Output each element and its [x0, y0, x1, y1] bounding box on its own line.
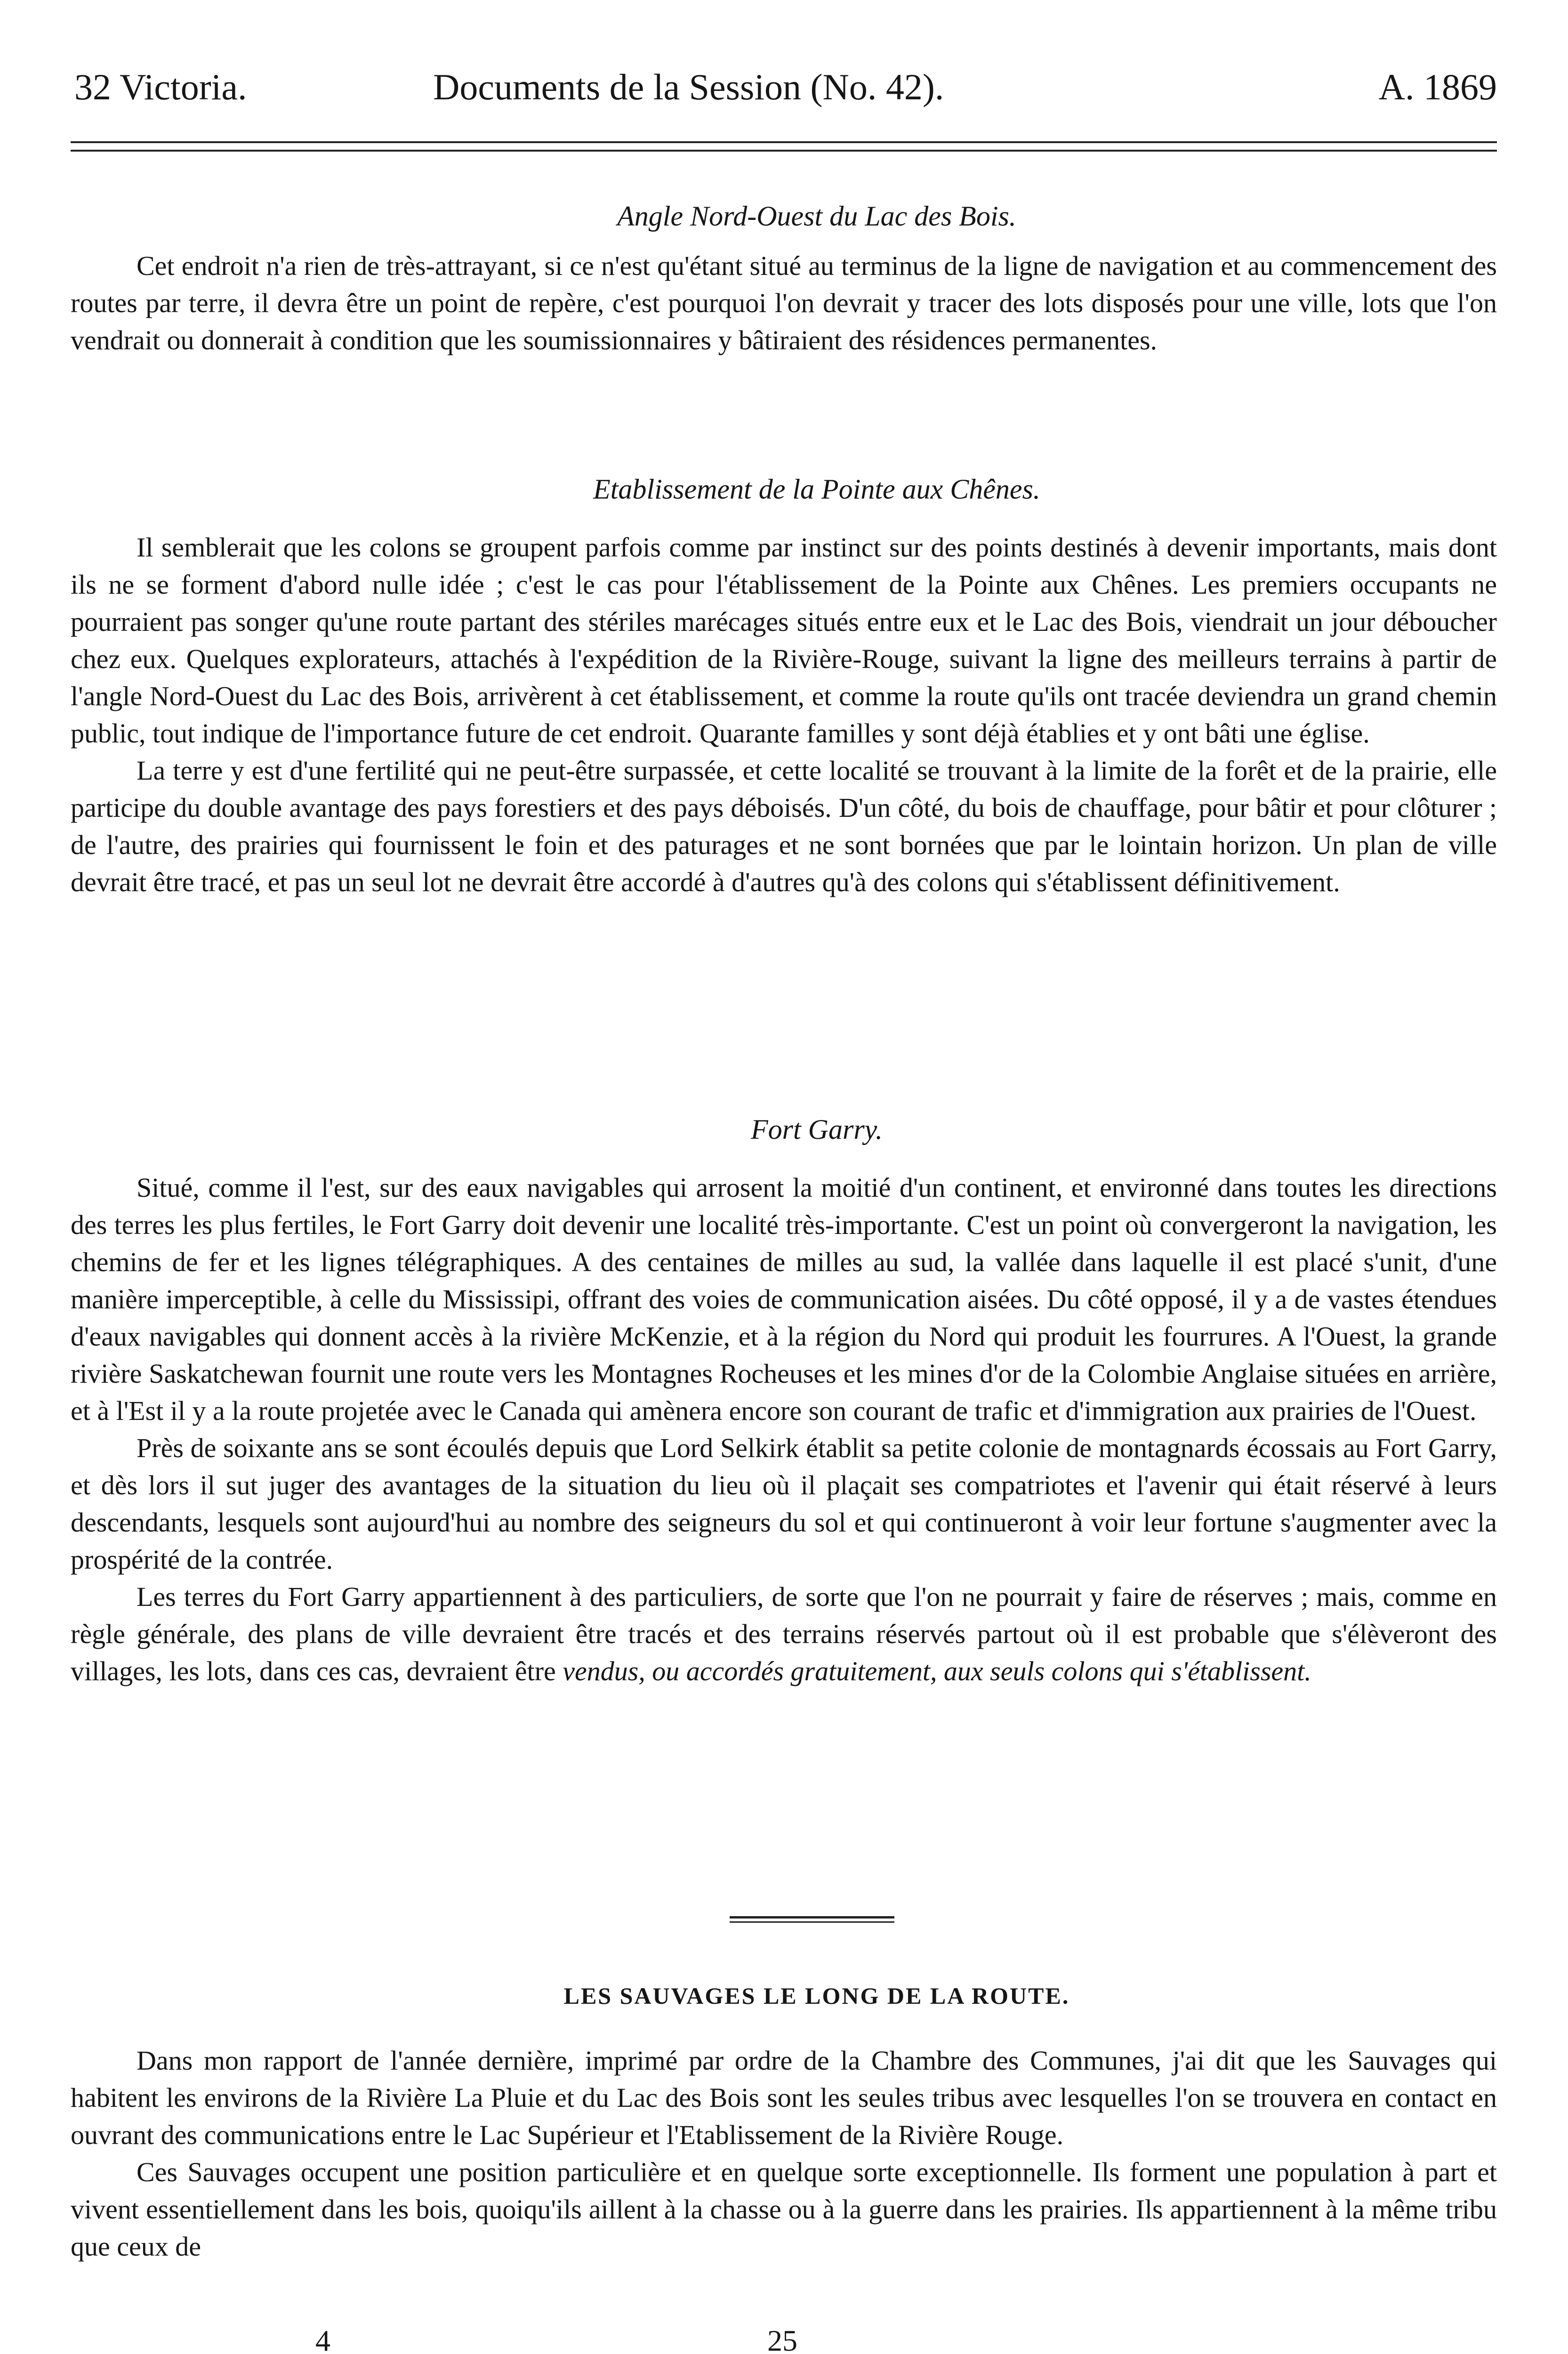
header-double-rule [71, 141, 1497, 152]
paragraph: Situé, comme il l'est, sur des eaux navigables qui arrosent la moitié d'un continent, et environné dans toutes les directions des terres les plus fertiles, le Fort Garry doit devenir une localité très-importante. C'est un point où convergeront la navigation, les chemins de fer et les lignes télégraphiques. A des centaines de milles au sud, la vallée dans laquelle il est placé s'unit, d'une manière imperceptible, à celle du Mississipi, offrant des voies de communication aisées. Du côté opposé, il y a de vastes étendues d'eaux navigables qui donnent accès à la rivière McKenzie, et à la région du Nord qui produit les fourrures. A l'Ouest, la grande rivière Saskatchewan fournit une route vers les Montagnes Rocheuses et les mines d'or de la Colombie Anglaise situées en arrière, et à l'Est il y a la route projetée avec le Canada qui amènera encore son courant de trafic et d'immigration aux prairies de l'Ouest. [71, 1172, 1497, 1426]
section-heading: LES SAUVAGES LE LONG DE LA ROUTE. [563, 1983, 1070, 2009]
paragraph: Ces Sauvages occupent une position particulière et en quelque sorte exceptionnelle. Ils forment une population à part et vivent essentiellement dans les bois, quoiqu'ils aillent à la chasse ou à la guerre dans les prairies. Ils appartiennent à la même tribu que ceux de [71, 2157, 1497, 2262]
header-document-title: Documents de la Session (No. 42). [433, 66, 944, 107]
paragraph: Cet endroit n'a rien de très-attrayant, si ce n'est qu'étant situé au terminus de la ligne de navigation et au commencement des routes par terre, il devra être un point de repère, c'est pourquoi l'on devrait y tracer des lots disposés pour une ville, lots que l'on vendrait ou donnerait à condition que les soumissionnaires y bâtiraient des résidences permanentes. [71, 250, 1497, 355]
paragraph-text: Les terres du Fort Garry appartiennent à des particuliers, de sorte que l'on ne pourrait y faire de réserves ; mais, comme en règle générale, des plans de ville devraient être tracés et des terrains réservés partout où il est probable que s'élèveront des villages, les lots, dans ces cas, devraient être [71, 1581, 1497, 1686]
section-angle-nord-ouest [71, 198, 1497, 359]
signature-mark: 4 [315, 2324, 330, 2354]
section-separator-rule [730, 1916, 894, 1923]
header-year: A. 1869 [1378, 66, 1497, 107]
paragraph: Dans mon rapport de l'année dernière, imprimé par ordre de la Chambre des Communes, j'ai dit que les Sauvages qui habitent les environs de la Rivière La Pluie et du Lac des Bois sont les seules tribus avec lesquelles l'on se trouvera en contact en ouvrant des communications entre le Lac Supérieur et l'Etablissement de la Rivière Rouge. [71, 2045, 1497, 2150]
section-heading: Etablissement de la Pointe aux Chênes. [593, 474, 1040, 505]
paragraph: La terre y est d'une fertilité qui ne peut-être surpassée, et cette localité se trouvant à la limite de la forêt et de la prairie, elle participe du double avantage des pays forestiers et des pays déboisés. D'un côté, du bois de chauffage, pour bâtir et pour clôturer ; de l'autre, des prairies qui fournissent le foin et des paturages et ne sont bornées que par le lointain horizon. Un plan de ville devrait être tracé, et pas un seul lot ne devrait être accordé à d'autres qu'à des colons qui s'établissent définitivement. [71, 755, 1497, 897]
page-number: 25 [767, 2324, 797, 2354]
section-sauvages [71, 1977, 1497, 2265]
running-head [71, 56, 1497, 118]
paragraph: Près de soixante ans se sont écoulés depuis que Lord Selkirk établit sa petite colonie de montagnards écossais au Fort Garry, et dès lors il sut juger des avantages de la situation du lieu où il plaçait ses compatriotes et l'avenir qui était réservé à leurs descendants, lesquels sont aujourd'hui au nombre des seigneurs du sol et qui continueront à voir leur fortune s'augmenter avec la prospérité de la contrée. [71, 1433, 1497, 1575]
section-fort-garry [71, 1111, 1497, 1690]
paragraph: Il semblerait que les colons se groupent parfois comme par instinct sur des points destinés à devenir importants, mais dont ils ne se forment d'abord nulle idée ; c'est le cas pour l'établissement de la Pointe aux Chênes. Les premiers occupants ne pourraient pas songer qu'une route partant des stériles marécages situés entre eux et le Lac des Bois, viendrait un jour déboucher chez eux. Quelques explorateurs, attachés à l'expédition de la Rivière-Rouge, suivant la ligne des meilleurs terrains à partir de l'angle Nord-Ouest du Lac des Bois, arrivèrent à cet établissement, et comme la route qu'ils ont tracée deviendra un grand chemin public, tout indique de l'importance future de cet endroit. Quarante familles y sont déjà établies et y ont bâti une église. [71, 532, 1497, 749]
paragraph [71, 1578, 1497, 1690]
page-footer [71, 2323, 1497, 2354]
header-regnal-year: 32 Victoria. [74, 66, 247, 107]
section-heading: Angle Nord-Ouest du Lac des Bois. [617, 201, 1016, 232]
section-pointe-aux-chenes [71, 471, 1497, 901]
document-page [71, 0, 1497, 2354]
paragraph-italic-text: vendus, ou accordés gratuitement, aux seuls colons qui s'établissent. [563, 1656, 1311, 1686]
section-heading: Fort Garry. [750, 1114, 883, 1145]
